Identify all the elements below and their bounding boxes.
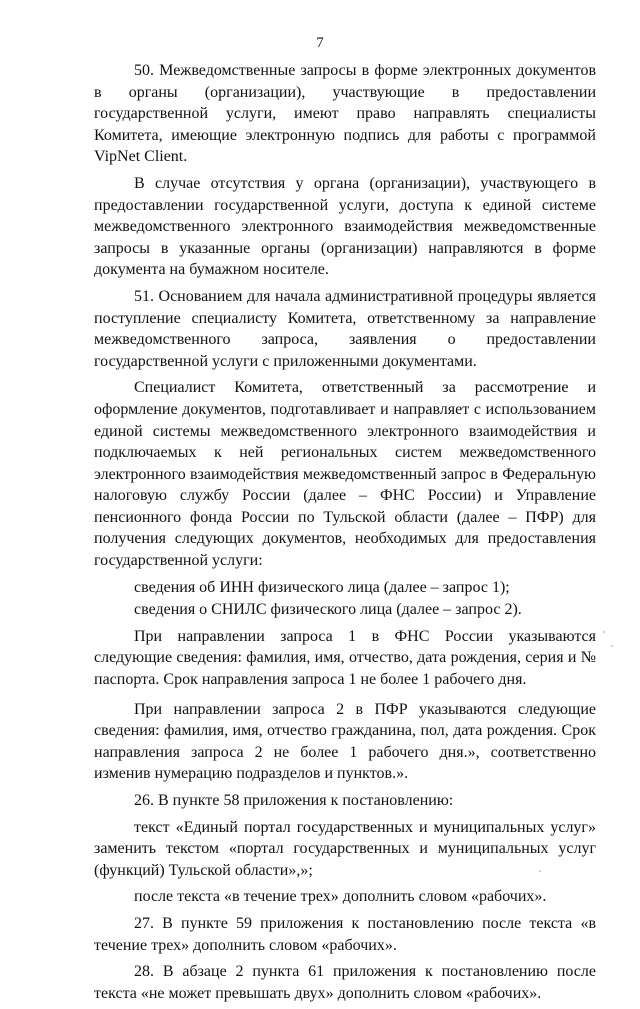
paragraph-28: 28. В абзаце 2 пункта 61 приложения к постановлению после текста «не может превышать двух» дополнить словом «рабочих». — [94, 963, 596, 1002]
paragraph-51: 51. Основанием для начала административной процедуры является поступление специалисту Комитета, ответственному за направление межведомственного запроса, заявления о предоставлении государственной услуги с приложенными документами. — [94, 287, 596, 370]
paragraph-50: 50. Межведомственные запросы в форме электронных документов в органы (организации), участвующие в предоставлении государственной услуги, имеют право направлять специалисты Комитета, имеющие электронную подпись для работы с программой VipNet Client. — [94, 62, 596, 166]
paragraph-replace-text: текст «Единый портал государственных и муниципальных услуг» заменить текстом «портал государственных и муниципальных услуг (функций) Тульской области»,»; — [94, 818, 596, 879]
paragraph-27: 27. В пункте 59 приложения к постановлению после текста «в течение трех» дополнить словом «рабочих». — [94, 914, 596, 954]
paragraph-after-text: после текста «в течение трех» дополнить словом «рабочих». — [134, 888, 547, 906]
paragraph-request-1: сведения об ИНН физического лица (далее – запрос 1); — [134, 578, 510, 596]
paragraph-specialist: Специалист Комитета, ответственный за рассмотрение и оформление документов, подготавливает и направляет с использованием единой системы межведомственного электронного взаимодействия и подключаемых к ней региональных систем межведомственного электронного взаимодействия межведомственный запрос в Федеральную налоговую службу России (далее – ФНС России) и Управление пенсионного фонда России по Тульской области (далее – ПФР) для получения следующих документов, необходимых для предоставления государственной услуги: — [94, 379, 596, 570]
document-body — [94, 60, 596, 1009]
scan-speck — [603, 631, 605, 633]
scan-speck — [539, 870, 541, 872]
scan-speck — [611, 645, 613, 647]
paragraph-fns-request: При направлении запроса 1 в ФНС России указываются следующие сведения: фамилия, имя, отчество, дата рождения, серия и № паспорта. Срок направления запроса 1 не более 1 рабочего дня. — [94, 627, 596, 689]
page-number: 7 — [316, 35, 324, 51]
paragraph-request-2: сведения о СНИЛС физического лица (далее – запрос 2). — [134, 601, 522, 619]
paragraph-pfr-request: При направлении запроса 2 в ПФР указываются следующие сведения: фамилия, имя, отчество гражданина, пол, дата рождения. Срок направления запроса 2 не более 1 рабочего дня.», соответственно изменив нумерацию подразделов и пунктов.». — [94, 700, 596, 783]
paragraph-26: 26. В пункте 58 приложения к постановлению: — [134, 792, 454, 809]
paragraph-no-access: В случае отсутствия у органа (организации), участвующего в предоставлении государственной услуги, доступа к единой системе межведомственного электронного взаимодействия межведомственные запросы в указанные органы (организации) направляются в форме документа на бумажном носителе. — [94, 174, 596, 279]
